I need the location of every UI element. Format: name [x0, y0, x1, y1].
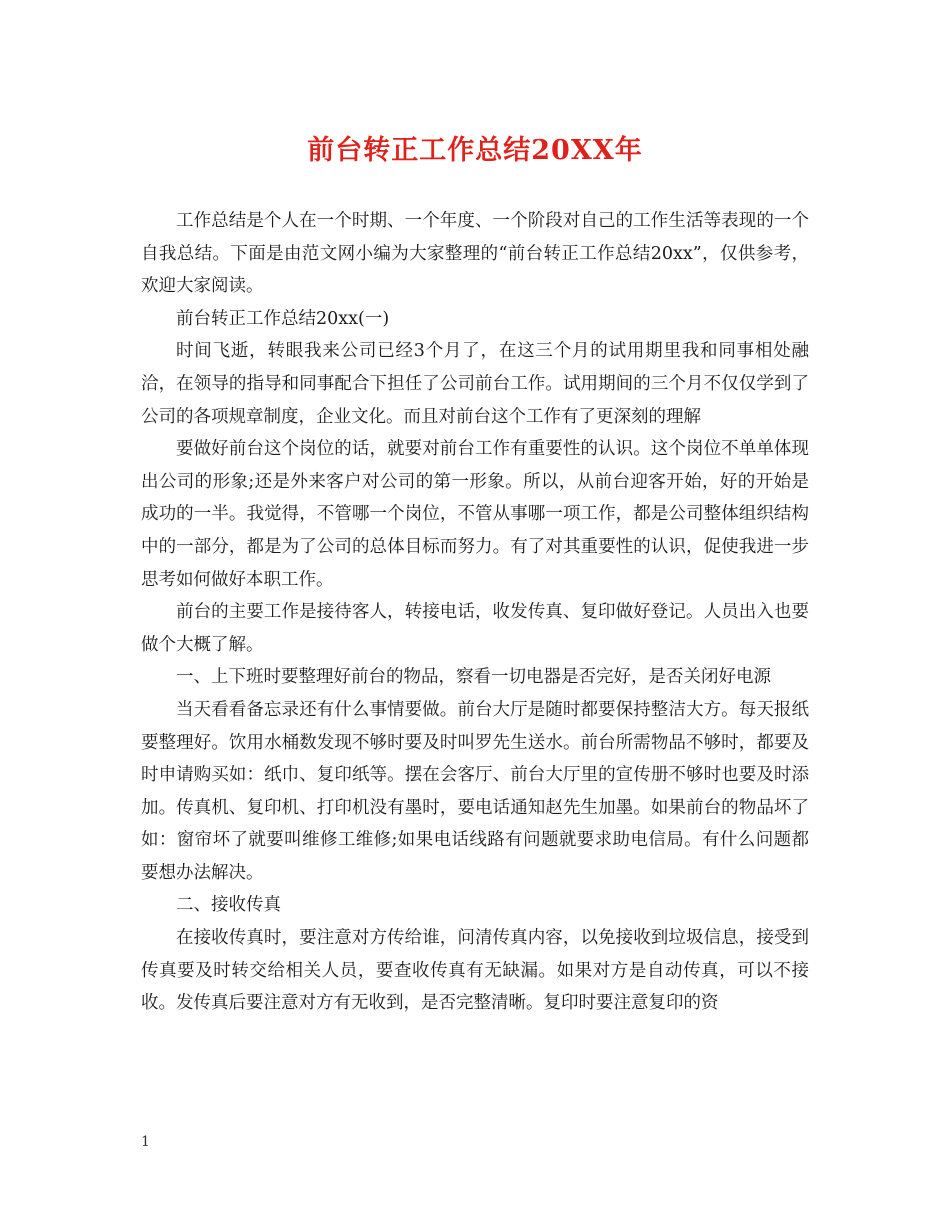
document-body	[141, 205, 809, 1020]
paragraph-fax: 在接收传真时，要注意对方传给谁，问清传真内容，以免接收到垃圾信息，接受到传真要及时转交给相关人员，要查收传真有无缺漏。如果对方是自动传真，可以不接收。发传真后要注意对方有无收到，是否完整清晰。复印时要注意复印的资	[141, 928, 809, 1014]
list-heading-item-two: 二、接收传真	[176, 895, 281, 916]
paragraph-daily-tasks: 当天看看备忘录还有什么事情要做。前台大厅是随时都要保持整洁大方。每天报纸要整理好。饮用水桶数发现不够时要及时叫罗先生送水。前台所需物品不够时，都要及时申请购买如：纸巾、复印纸等。摆在会客厅、前台大厅里的宣传册不够时也要及时添加。传真机、复印机、打印机没有墨时，要电话通知赵先生加墨。如果前台的物品坏了如：窗帘坏了就要叫维修工维修;如果电话线路有问题就要求助电信局。有什么问题都要想办法解决。	[141, 699, 809, 883]
paragraph-main-duties: 前台的主要工作是接待客人，转接电话，收发传真、复印做好登记。人员出入也要做个大概了解。	[141, 602, 809, 655]
paragraph-importance: 要做好前台这个岗位的话，就要对前台工作有重要性的认识。这个岗位不单单体现出公司的形象;还是外来客户对公司的第一形象。所以，从前台迎客开始，好的开始是成功的一半。我觉得，不管哪一个岗位，不管从事哪一项工作，都是公司整体组织结构中的一部分，都是为了公司的总体目标而努力。有了对其重要性的认识，促使我进一步思考如何做好本职工作。	[141, 439, 809, 590]
list-heading-item-one: 一、上下班时要整理好前台的物品，察看一切电器是否完好，是否关闭好电源	[176, 667, 771, 688]
page-number: 1	[141, 1134, 150, 1150]
document-title: 前台转正工作总结20XX年	[307, 135, 643, 166]
section-heading-part-one: 前台转正工作总结20xx(一)	[176, 308, 390, 329]
paragraph-intro: 工作总结是个人在一个时期、一个年度、一个阶段对自己的工作生活等表现的一个自我总结。下面是由范文网小编为大家整理的“前台转正工作总结20xx”，仅供参考，欢迎大家阅读。	[141, 211, 809, 297]
paragraph-time-flies: 时间飞逝，转眼我来公司已经3个月了，在这三个月的试用期里我和同事相处融洽，在领导的指导和同事配合下担任了公司前台工作。试用期间的三个月不仅仅学到了公司的各项规章制度，企业文化。而且对前台这个工作有了更深刻的理解	[141, 341, 809, 427]
